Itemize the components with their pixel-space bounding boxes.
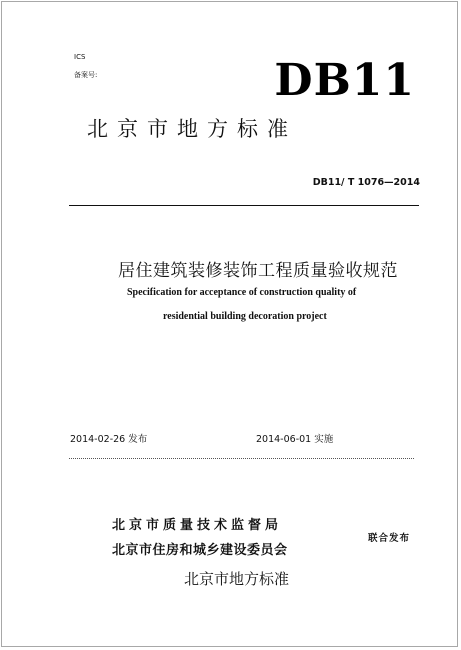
top-divider — [69, 205, 419, 206]
issuer-quality-bureau: 北京市质量技术监督局 — [112, 518, 283, 533]
joint-release-label: 联合发布 — [368, 533, 411, 544]
standard-category-title: 北京市地方标准 — [87, 117, 297, 141]
issue-date: 2014-02-26 发布 — [70, 434, 148, 445]
issuer-housing-commission: 北京市住房和城乡建设委员会 — [112, 543, 288, 558]
standard-number: DB11/ T 1076—2014 — [312, 177, 420, 188]
ics-label: ICS — [74, 53, 86, 61]
implementation-date: 2014-06-01 实施 — [256, 434, 334, 445]
english-title-line-2: residential building decoration project — [163, 311, 327, 322]
bottom-divider — [69, 458, 414, 459]
chinese-title: 居住建筑装修装饰工程质量验收规范 — [118, 261, 398, 281]
record-number-label: 备案号: — [74, 71, 98, 79]
db-code: DB11 — [274, 55, 415, 106]
english-title-line-1: Specification for acceptance of construction quality of — [127, 287, 357, 298]
footer-standard-label: 北京市地方标准 — [184, 570, 290, 588]
